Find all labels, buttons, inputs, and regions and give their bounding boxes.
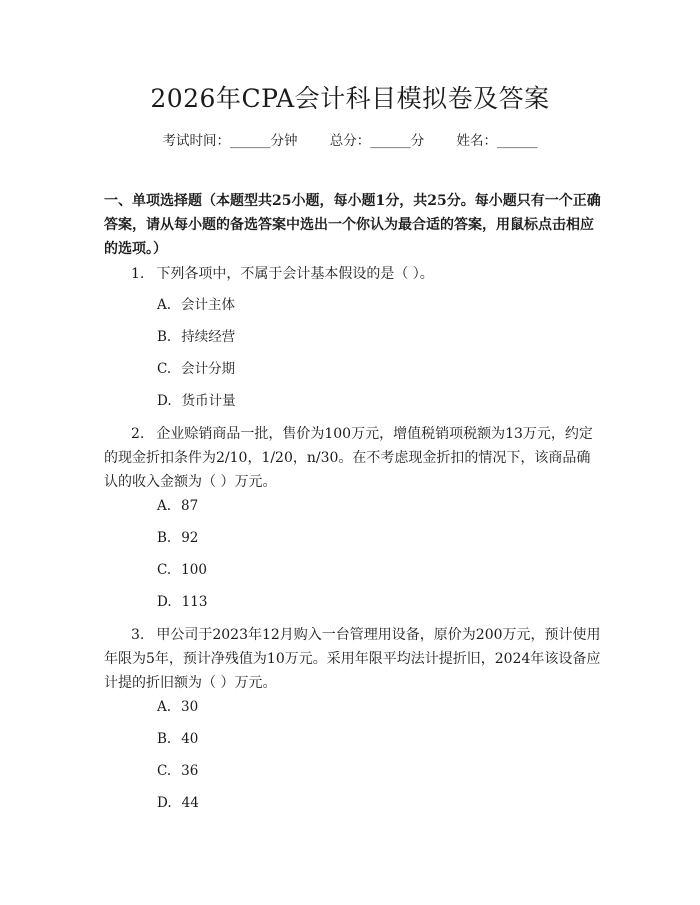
option-text: 持续经营 bbox=[181, 329, 236, 345]
option-label: A. bbox=[157, 297, 172, 313]
option-1d[interactable] bbox=[157, 391, 236, 411]
option-2d[interactable] bbox=[157, 592, 207, 612]
option-3b[interactable] bbox=[157, 729, 198, 749]
option-3c[interactable] bbox=[157, 761, 198, 781]
option-1a[interactable] bbox=[157, 295, 235, 315]
question-3 bbox=[104, 623, 604, 695]
option-label: A. bbox=[157, 699, 172, 715]
option-1c[interactable] bbox=[157, 359, 235, 379]
option-label: C. bbox=[157, 763, 172, 779]
question-2 bbox=[104, 422, 604, 494]
option-3d[interactable] bbox=[157, 793, 199, 813]
option-label: B. bbox=[157, 530, 172, 546]
option-label: D. bbox=[157, 393, 172, 409]
exam-meta bbox=[0, 131, 700, 151]
option-1b[interactable] bbox=[157, 327, 235, 347]
option-3a[interactable] bbox=[157, 697, 198, 717]
option-text: 30 bbox=[181, 699, 199, 715]
option-2c[interactable] bbox=[157, 560, 207, 580]
question-1 bbox=[104, 262, 604, 286]
option-label: C. bbox=[157, 562, 172, 578]
total-score-field: 总分：______分 bbox=[329, 133, 425, 149]
option-label: D. bbox=[157, 795, 172, 811]
option-label: B. bbox=[157, 329, 172, 345]
option-text: 92 bbox=[181, 530, 199, 546]
option-text: 会计分期 bbox=[181, 361, 236, 377]
question-number: 2. bbox=[131, 426, 145, 442]
option-text: 44 bbox=[181, 795, 199, 811]
option-text: 货币计量 bbox=[181, 393, 236, 409]
option-text: 87 bbox=[181, 498, 199, 514]
option-text: 36 bbox=[181, 763, 199, 779]
section-heading: 一、单项选择题（本题型共25小题，每小题1分，共25分。每小题只有一个正确答案，请从每小题的备选答案中选出一个你认为最合适的答案，用鼠标点击相应的选项。） bbox=[104, 193, 601, 257]
option-label: B. bbox=[157, 731, 172, 747]
option-2a[interactable] bbox=[157, 496, 198, 516]
question-number: 1. bbox=[131, 266, 145, 282]
page-title: 2026年CPA会计科目模拟卷及答案 bbox=[150, 84, 550, 113]
option-text: 会计主体 bbox=[181, 297, 236, 313]
option-label: A. bbox=[157, 498, 172, 514]
option-label: D. bbox=[157, 594, 172, 610]
question-text: 企业赊销商品一批，售价为100万元，增值税销项税额为13万元，约定的现金折扣条件为2/10，1/20，n/30。在不考虑现金折扣的情况下，该商品确认的收入金额为（ ）万元。 bbox=[104, 426, 593, 490]
question-number: 3. bbox=[131, 627, 145, 643]
question-text: 甲公司于2023年12月购入一台管理用设备，原价为200万元，预计使用年限为5年，预计净残值为10万元。采用年限平均法计提折旧，2024年该设备应计提的折旧额为（ ）万元。 bbox=[104, 627, 601, 691]
exam-time-field: 考试时间：______分钟 bbox=[162, 133, 298, 149]
option-text: 40 bbox=[181, 731, 199, 747]
option-text: 113 bbox=[181, 594, 208, 610]
student-name-field: 姓名：______ bbox=[456, 133, 538, 149]
option-2b[interactable] bbox=[157, 528, 198, 548]
question-text: 下列各项中，不属于会计基本假设的是（ ）。 bbox=[156, 266, 434, 282]
option-label: C. bbox=[157, 361, 172, 377]
option-text: 100 bbox=[181, 562, 207, 578]
